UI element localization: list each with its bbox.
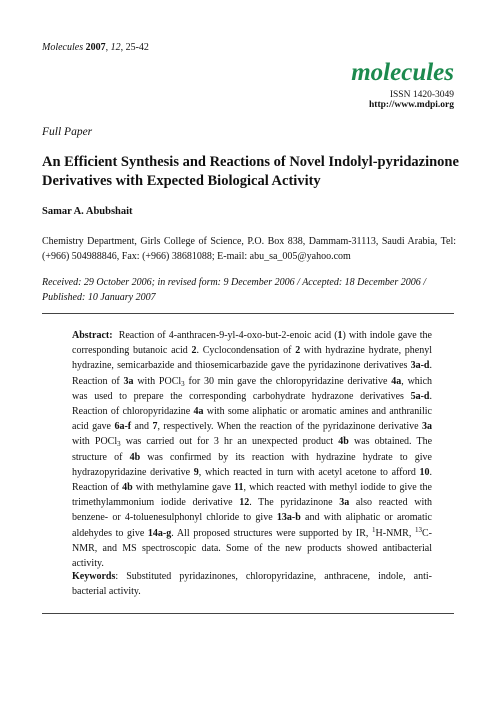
bottom-divider xyxy=(42,613,454,614)
compound-ref: 1 xyxy=(337,330,343,341)
compound-ref: 5a-d xyxy=(410,390,430,402)
compound-ref: 4a xyxy=(193,406,204,418)
keywords xyxy=(72,569,432,599)
journal-url[interactable]: http://www.mdpi.org xyxy=(369,100,454,110)
compound-ref: 7 xyxy=(152,421,158,433)
abstract-text: with POCl xyxy=(72,436,118,448)
abstract-text: with methylamine gave xyxy=(132,482,235,494)
affiliation: Chemistry Department, Girls College of Science, P.O. Box 838, Dammam-31113, Saudi Arabia, Tel: (+966) 504988846, Fax: (+966) 38681088; E-mail: abu_sa_005@yahoo.com xyxy=(42,236,456,262)
compound-ref: 3a xyxy=(123,375,134,387)
publication-dates: Received: 29 October 2006; in revised form: 9 December 2006 / Accepted: 18 December 2006 / Published: 10 January 2007 xyxy=(42,277,427,303)
abstract-text: . Reaction of xyxy=(72,360,432,387)
abstract-text: was carried out for 3 hr an unexpected product xyxy=(120,436,339,448)
citation-sep: , xyxy=(120,42,126,53)
abstract xyxy=(72,328,432,571)
abstract-text: was confirmed by its reaction with hydrazine hydrate to give hydrazopyridazine derivative xyxy=(72,451,432,478)
compound-ref: 6a-f xyxy=(114,421,132,433)
compound-ref: 4b xyxy=(129,451,141,463)
article-title: An Efficient Synthesis and Reactions of Novel Indolyl-pyridazinone Derivatives with Expected Biological Activity xyxy=(42,154,459,189)
article-type: Full Paper xyxy=(42,126,93,138)
journal-brand xyxy=(351,60,454,110)
abstract-text: , respectively. When the reaction of the pyridazinone derivative xyxy=(157,421,422,433)
keywords-text: : Substituted pyridazinones, chloropyridazine, anthracene, indole, anti-bacterial activity. xyxy=(72,571,432,598)
abstract-text: for 30 min gave the chloropyridazine derivative xyxy=(184,375,392,387)
compound-ref: 2 xyxy=(191,345,197,357)
abstract-text: , which reacted in turn with acetyl acetone to afford xyxy=(198,466,420,478)
abstract-text: , which reacted with methyl iodide to give the trimethylammonium iodide derivative xyxy=(72,482,432,509)
journal-name: Molecules xyxy=(42,42,84,53)
journal-logo: molecules xyxy=(351,59,454,86)
keywords-label: Keywords xyxy=(72,571,116,582)
abstract-text: with some aliphatic or aromatic amines and anthranilic acid gave xyxy=(72,406,432,433)
abstract-text: . The pyridazinone xyxy=(249,497,340,509)
abstract-text: was obtained. The structure of xyxy=(72,436,433,463)
abstract-text: and xyxy=(131,421,153,433)
abstract-text: and with aliphatic or aromatic aldehydes to give xyxy=(72,512,432,539)
abstract-text: , which was used to prepare the corresponding carbohydrate hydrazone derivatives xyxy=(72,375,433,402)
superscript: 1 xyxy=(372,525,376,534)
citation-sep: , xyxy=(105,42,111,53)
compound-ref: 10 xyxy=(419,466,430,478)
journal-volume: 12 xyxy=(110,42,121,53)
abstract-text: with hydrazine hydrate, phenyl hydrazine, semicarbazide and thiosemicarbazide gave the pyridazinone derivatives xyxy=(72,345,433,372)
subscript: 3 xyxy=(181,379,185,388)
abstract-text: with POCl xyxy=(133,375,182,387)
abstract-text: . Cyclocondensation of xyxy=(196,345,296,357)
journal-year: 2007 xyxy=(85,42,106,53)
abstract-text: . Reaction of xyxy=(72,466,432,494)
abstract-text: Reaction of 4-anthracen-9-yl-4-oxo-but-2-enoic acid ( xyxy=(118,330,338,341)
top-divider xyxy=(42,313,454,314)
compound-ref: 11 xyxy=(234,482,244,494)
journal-pages: 25-42 xyxy=(125,42,149,53)
compound-ref: 3a-d xyxy=(410,360,430,372)
abstract-text: H-NMR, xyxy=(375,527,415,539)
compound-ref: 4b xyxy=(338,436,349,448)
compound-ref: 3a xyxy=(339,497,350,509)
abstract-text: C-NMR, and MS spectroscopic data. Some of the new products showed antibacterial activity. xyxy=(72,527,432,570)
superscript: 13 xyxy=(415,525,422,534)
compound-ref: 2 xyxy=(295,345,301,357)
compound-ref: 4a xyxy=(391,375,402,387)
journal-citation xyxy=(42,42,149,53)
abstract-text: ) with indole gave the corresponding butanoic acid xyxy=(72,330,432,357)
compound-ref: 4b xyxy=(122,482,133,494)
abstract-text: . All proposed structures were supported by IR, xyxy=(171,527,373,539)
compound-ref: 14a-g xyxy=(147,527,172,539)
abstract-text: also reacted with benzene- or 4-toluenesulphonyl chloride to give xyxy=(72,497,433,524)
compound-ref: 3a xyxy=(421,421,432,433)
author: Samar A. Abubshait xyxy=(42,206,133,217)
issn: ISSN 1420-3049 xyxy=(389,90,454,100)
compound-ref: 12 xyxy=(239,497,250,509)
abstract-label: Abstract: xyxy=(72,330,113,341)
compound-ref: 13a-b xyxy=(276,512,301,524)
compound-ref: 9 xyxy=(193,466,199,478)
abstract-text: . Reaction of chloropyridazine xyxy=(72,390,432,418)
subscript: 3 xyxy=(117,440,121,449)
